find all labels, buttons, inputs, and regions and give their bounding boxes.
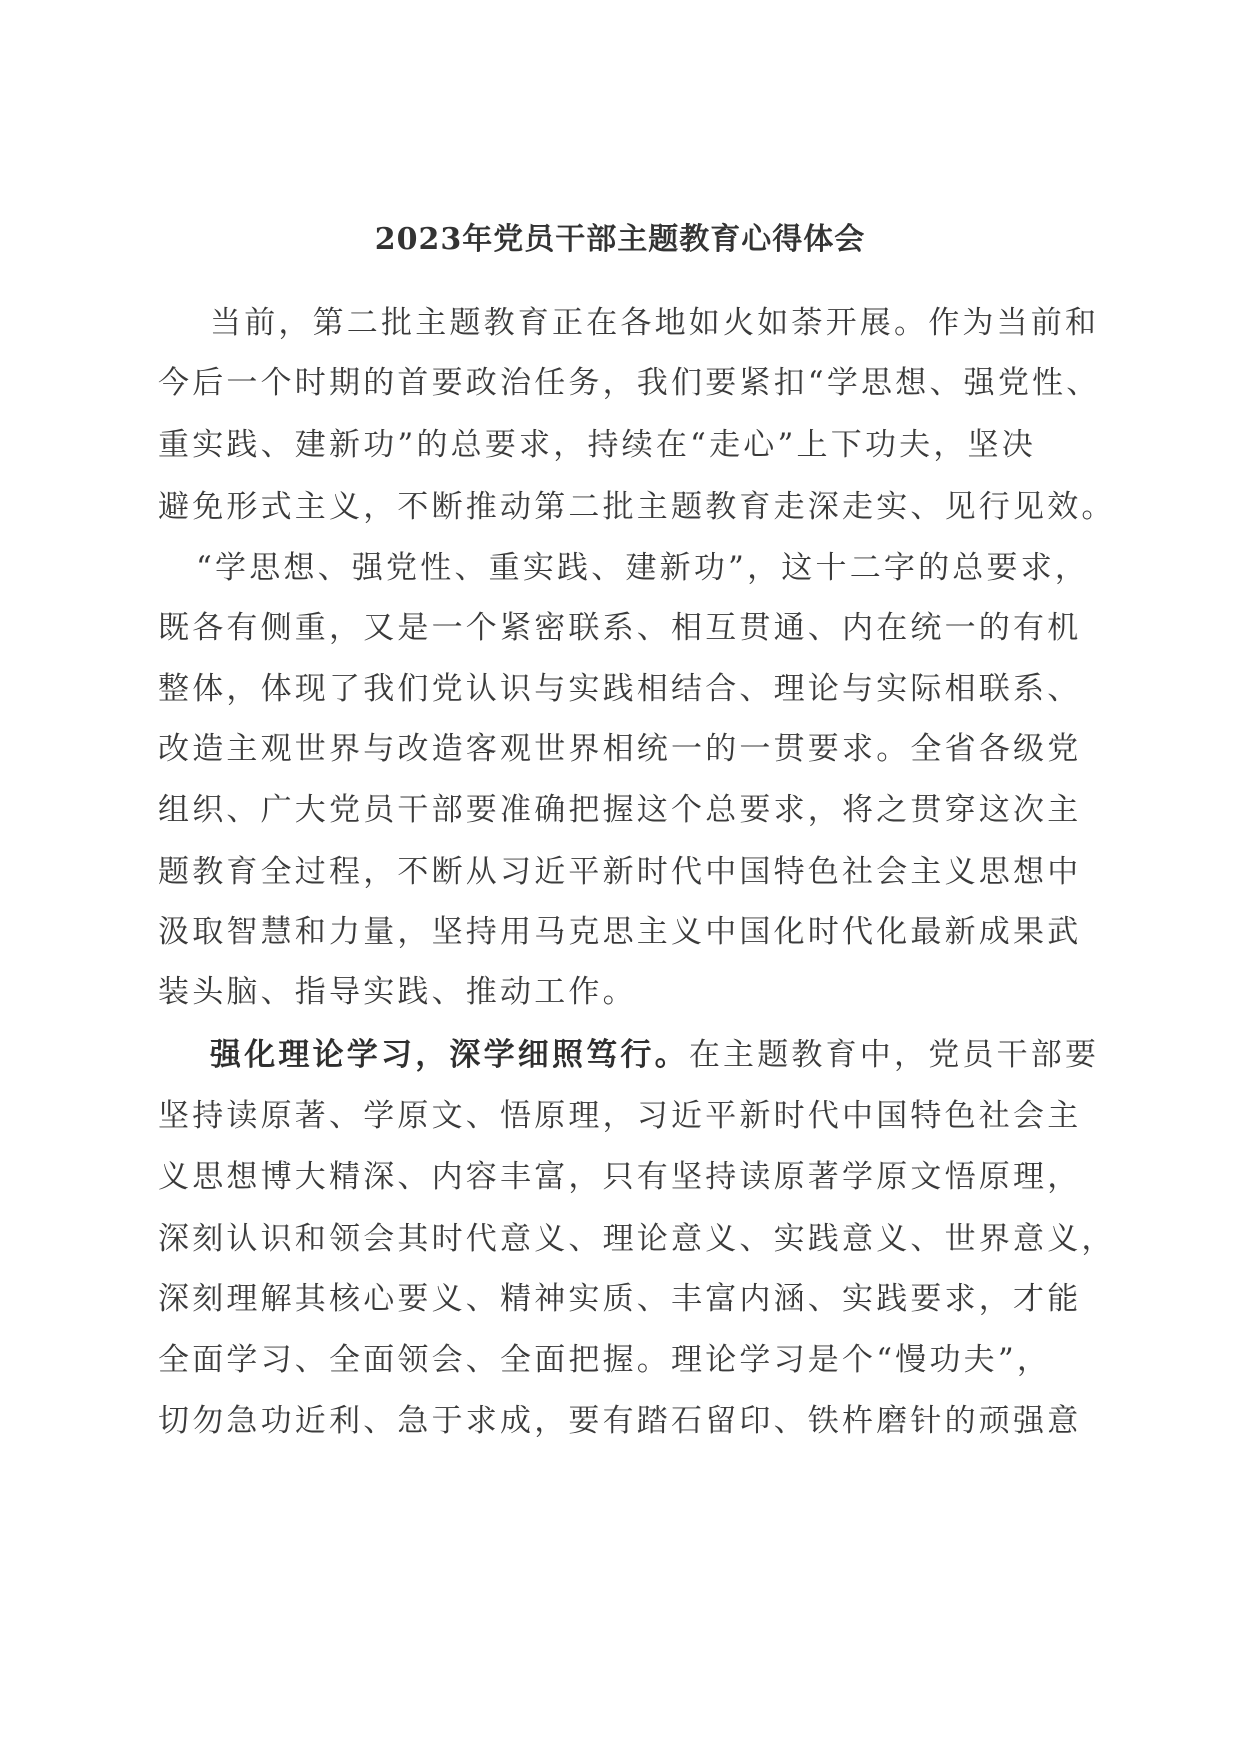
paragraph-1-line-3: 重实践、建新功”的总要求，持续在“走心”上下功夫，坚决	[158, 427, 1036, 463]
paragraph-3-line-1	[210, 1035, 1099, 1075]
document-title: 2023年党员干部主题教育心得体会	[374, 222, 866, 257]
paragraph-3-line-2: 坚持读原著、学原文、悟原理，习近平新时代中国特色社会主	[158, 1098, 1082, 1134]
paragraph-3-line-5: 深刻理解其核心要义、精神实质、丰富内涵、实践要求，才能	[158, 1281, 1082, 1317]
paragraph-3-heading: 强化理论学习，深学细照笃行。	[210, 1037, 689, 1073]
paragraph-3-line-7: 切勿急功近利、急于求成，要有踏石留印、铁杵磨针的顽强意	[158, 1403, 1082, 1439]
paragraph-1-line-2: 今后一个时期的首要政治任务，我们要紧扣“学思想、强党性、	[158, 365, 1101, 401]
paragraph-3-line-6: 全面学习、全面领会、全面把握。理论学习是个“慢功夫”，	[158, 1342, 1052, 1378]
paragraph-2-line-8: 装头脑、指导实践、推动工作。	[158, 974, 637, 1010]
paragraph-2-line-3: 整体，体现了我们党认识与实践相结合、理论与实际相联系、	[158, 671, 1082, 707]
paragraph-1-line-1: 当前，第二批主题教育正在各地如火如荼开展。作为当前和	[210, 305, 1100, 341]
paragraph-2-line-4: 改造主观世界与改造客观世界相统一的一贯要求。全省各级党	[158, 731, 1082, 767]
paragraph-2-line-7: 汲取智慧和力量，坚持用马克思主义中国化时代化最新成果武	[158, 914, 1082, 950]
paragraph-1-line-4: 避免形式主义，不断推动第二批主题教育走深走实、见行见效。	[158, 489, 1116, 525]
paragraph-2-line-1: “学思想、强党性、重实践、建新功”，这十二字的总要求，	[196, 550, 1090, 586]
paragraph-2-line-5: 组织、广大党员干部要准确把握这个总要求，将之贯穿这次主	[158, 792, 1082, 828]
paragraph-3-line-1-rest: 在主题教育中，党员干部要	[688, 1037, 1100, 1073]
paragraph-2-line-6: 题教育全过程，不断从习近平新时代中国特色社会主义思想中	[158, 854, 1082, 890]
paragraph-2-line-2: 既各有侧重，又是一个紧密联系、相互贯通、内在统一的有机	[158, 610, 1082, 646]
paragraph-3-line-3: 义思想博大精深、内容丰富，只有坚持读原著学原文悟原理，	[158, 1159, 1082, 1195]
paragraph-3-line-4: 深刻认识和领会其时代意义、理论意义、实践意义、世界意义，	[158, 1221, 1116, 1257]
